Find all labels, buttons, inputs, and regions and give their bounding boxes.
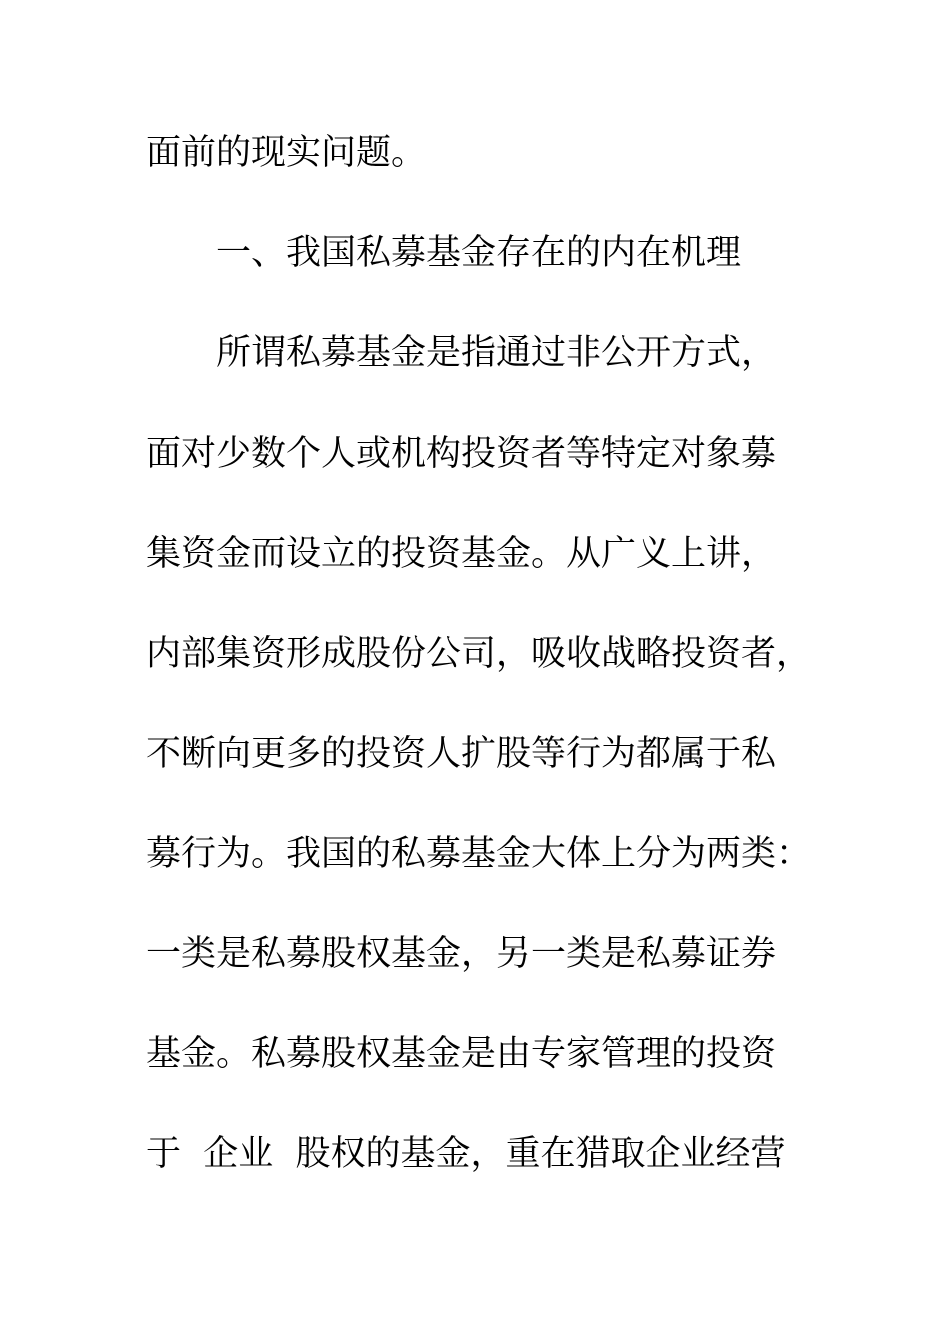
- text-line-11: 于 企业 股权的基金，重在猎取企业经营: [146, 1134, 786, 1174]
- text-line-10: 基金。私募股权基金是由专家管理的投资: [146, 1034, 777, 1074]
- text-line-5: 集资金而设立的投资基金。从广义上讲，: [146, 534, 777, 574]
- section-heading: 一、我国私募基金存在的内在机理: [216, 233, 742, 273]
- text-line-8: 募行为。我国的私募基金大体上分为两类：: [146, 834, 812, 874]
- text-line-7: 不断向更多的投资人扩股等行为都属于私: [146, 734, 777, 774]
- text-line-4: 面对少数个人或机构投资者等特定对象募: [146, 434, 777, 474]
- text-line-6: 内部集资形成股份公司，吸收战略投资者，: [146, 634, 812, 674]
- text-line-1: 面前的现实问题。: [146, 133, 427, 173]
- text-line-9: 一类是私募股权基金，另一类是私募证券: [146, 934, 777, 974]
- text-line-3: 所谓私募基金是指通过非公开方式，: [216, 333, 777, 373]
